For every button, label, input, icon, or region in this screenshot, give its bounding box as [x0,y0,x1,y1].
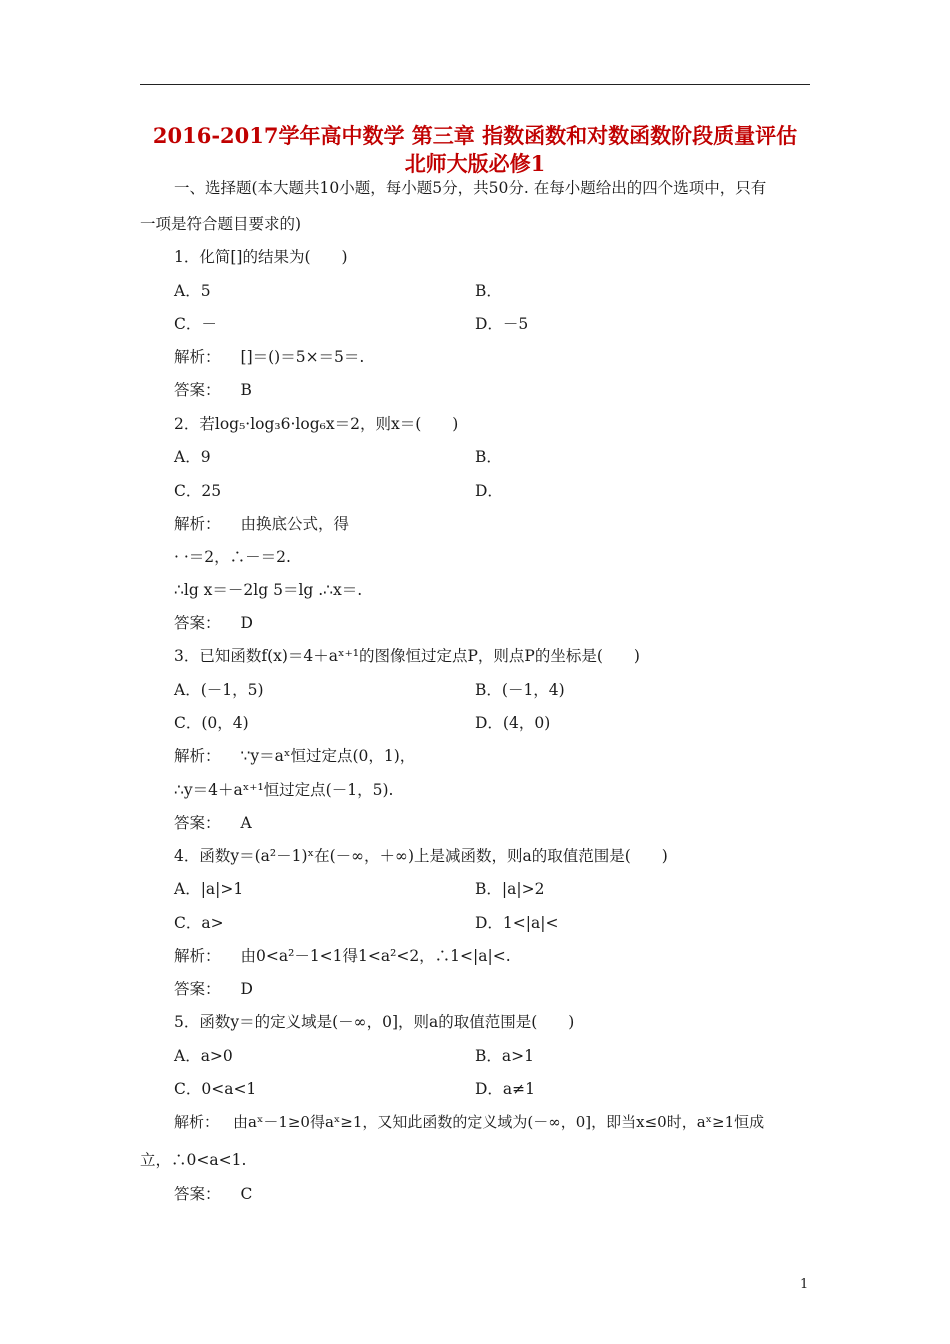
document-title-line1: 2016-2017学年高中数学 第三章 指数函数和对数函数阶段质量评估 [152,123,798,148]
q3-analysis-line2: ∴y＝4＋aˣ⁺¹恒过定点(－1，5). [174,781,394,799]
answer-label: 答案： [174,980,221,998]
q3-analysis [174,746,415,766]
q2-analysis-line3: ∴lg x＝－2lg 5＝lg .∴x＝. [174,581,363,599]
q2-analysis-text: 由换底公式，得 [240,515,350,533]
q2-option-d: D． [475,482,503,500]
analysis-label: 解析： [174,1113,220,1131]
q5-answer-value: C [240,1185,253,1203]
q5-analysis-text: 由aˣ－1≥0得aˣ≥1，又知此函数的定义域为(－∞，0]，即当x≤0时，aˣ≥1恒成 [233,1113,765,1131]
q3-option-c: C．(0，4) [174,714,249,732]
q3-option-d: D．(4，0) [475,714,551,732]
q5-stem: 5．函数y＝的定义域是(－∞，0]，则a的取值范围是( ) [174,1013,575,1031]
q5-option-b: B．a>1 [475,1047,534,1065]
analysis-label: 解析： [174,348,221,366]
q4-option-a: A．|a|>1 [174,880,244,898]
q4-answer-value: D [240,980,253,998]
q3-analysis-text: ∵y＝aˣ恒过定点(0，1)， [240,747,416,765]
q1-analysis-text: []＝()＝5×＝5＝. [240,348,365,366]
q3-option-b: B．(－1，4) [475,681,565,699]
q4-option-c: C．a> [174,914,224,932]
q4-analysis-text: 由0<a²－1<1得1<a²<2，∴1<|a|<. [240,947,511,965]
q1-answer-value: B [240,381,252,399]
document-title-line2: 北师大版必修1 [404,151,546,176]
q3-stem: 3．已知函数f(x)＝4＋aˣ⁺¹的图像恒过定点P，则点P的坐标是( ) [174,647,640,665]
q2-stem: 2．若log₅·log₃6·log₆x＝2，则x＝( ) [174,415,459,433]
q1-answer [174,380,252,400]
q4-analysis [174,946,511,966]
q5-analysis [174,1112,764,1132]
q1-analysis [174,347,364,367]
q4-answer [174,979,253,999]
q3-answer-value: A [240,814,252,832]
q2-analysis-line2: · ·＝2，∴－＝2. [174,548,291,566]
q1-option-a: A．5 [174,282,211,300]
answer-label: 答案： [174,381,221,399]
q2-analysis [174,514,349,534]
analysis-label: 解析： [174,747,221,765]
q5-answer [174,1184,252,1204]
section-intro-cont: 一项是符合题目要求的) [140,215,302,233]
q2-option-a: A．9 [174,448,211,466]
answer-label: 答案： [174,814,221,832]
page-number: 1 [800,1277,809,1292]
q2-answer-value: D [240,614,253,632]
q4-option-b: B．|a|>2 [475,880,545,898]
q2-answer [174,613,253,633]
q4-option-d: D．1<|a|< [475,914,559,932]
analysis-label: 解析： [174,515,221,533]
header-rule [140,84,810,85]
q2-option-c: C．25 [174,482,222,500]
q1-option-b: B． [475,282,502,300]
q1-stem: 1．化简[]的结果为( ) [174,248,348,266]
analysis-label: 解析： [174,947,221,965]
q4-stem: 4．函数y＝(a²－1)ˣ在(－∞，＋∞)上是减函数，则a的取值范围是( ) [174,847,668,865]
q1-option-d: D．－5 [475,315,529,333]
answer-label: 答案： [174,614,221,632]
q5-analysis-line2: 立，∴0<a<1. [140,1151,247,1169]
q1-option-c: C．－ [174,315,217,333]
q3-answer [174,813,252,833]
q5-option-d: D．a≠1 [475,1080,536,1098]
section-intro: 一、选择题(本大题共10小题，每小题5分，共50分. 在每小题给出的四个选项中，只有 [174,179,767,197]
answer-label: 答案： [174,1185,221,1203]
q3-option-a: A．(－1，5) [174,681,264,699]
q5-option-c: C．0<a<1 [174,1080,257,1098]
q5-option-a: A．a>0 [174,1047,233,1065]
q2-option-b: B． [475,448,502,466]
